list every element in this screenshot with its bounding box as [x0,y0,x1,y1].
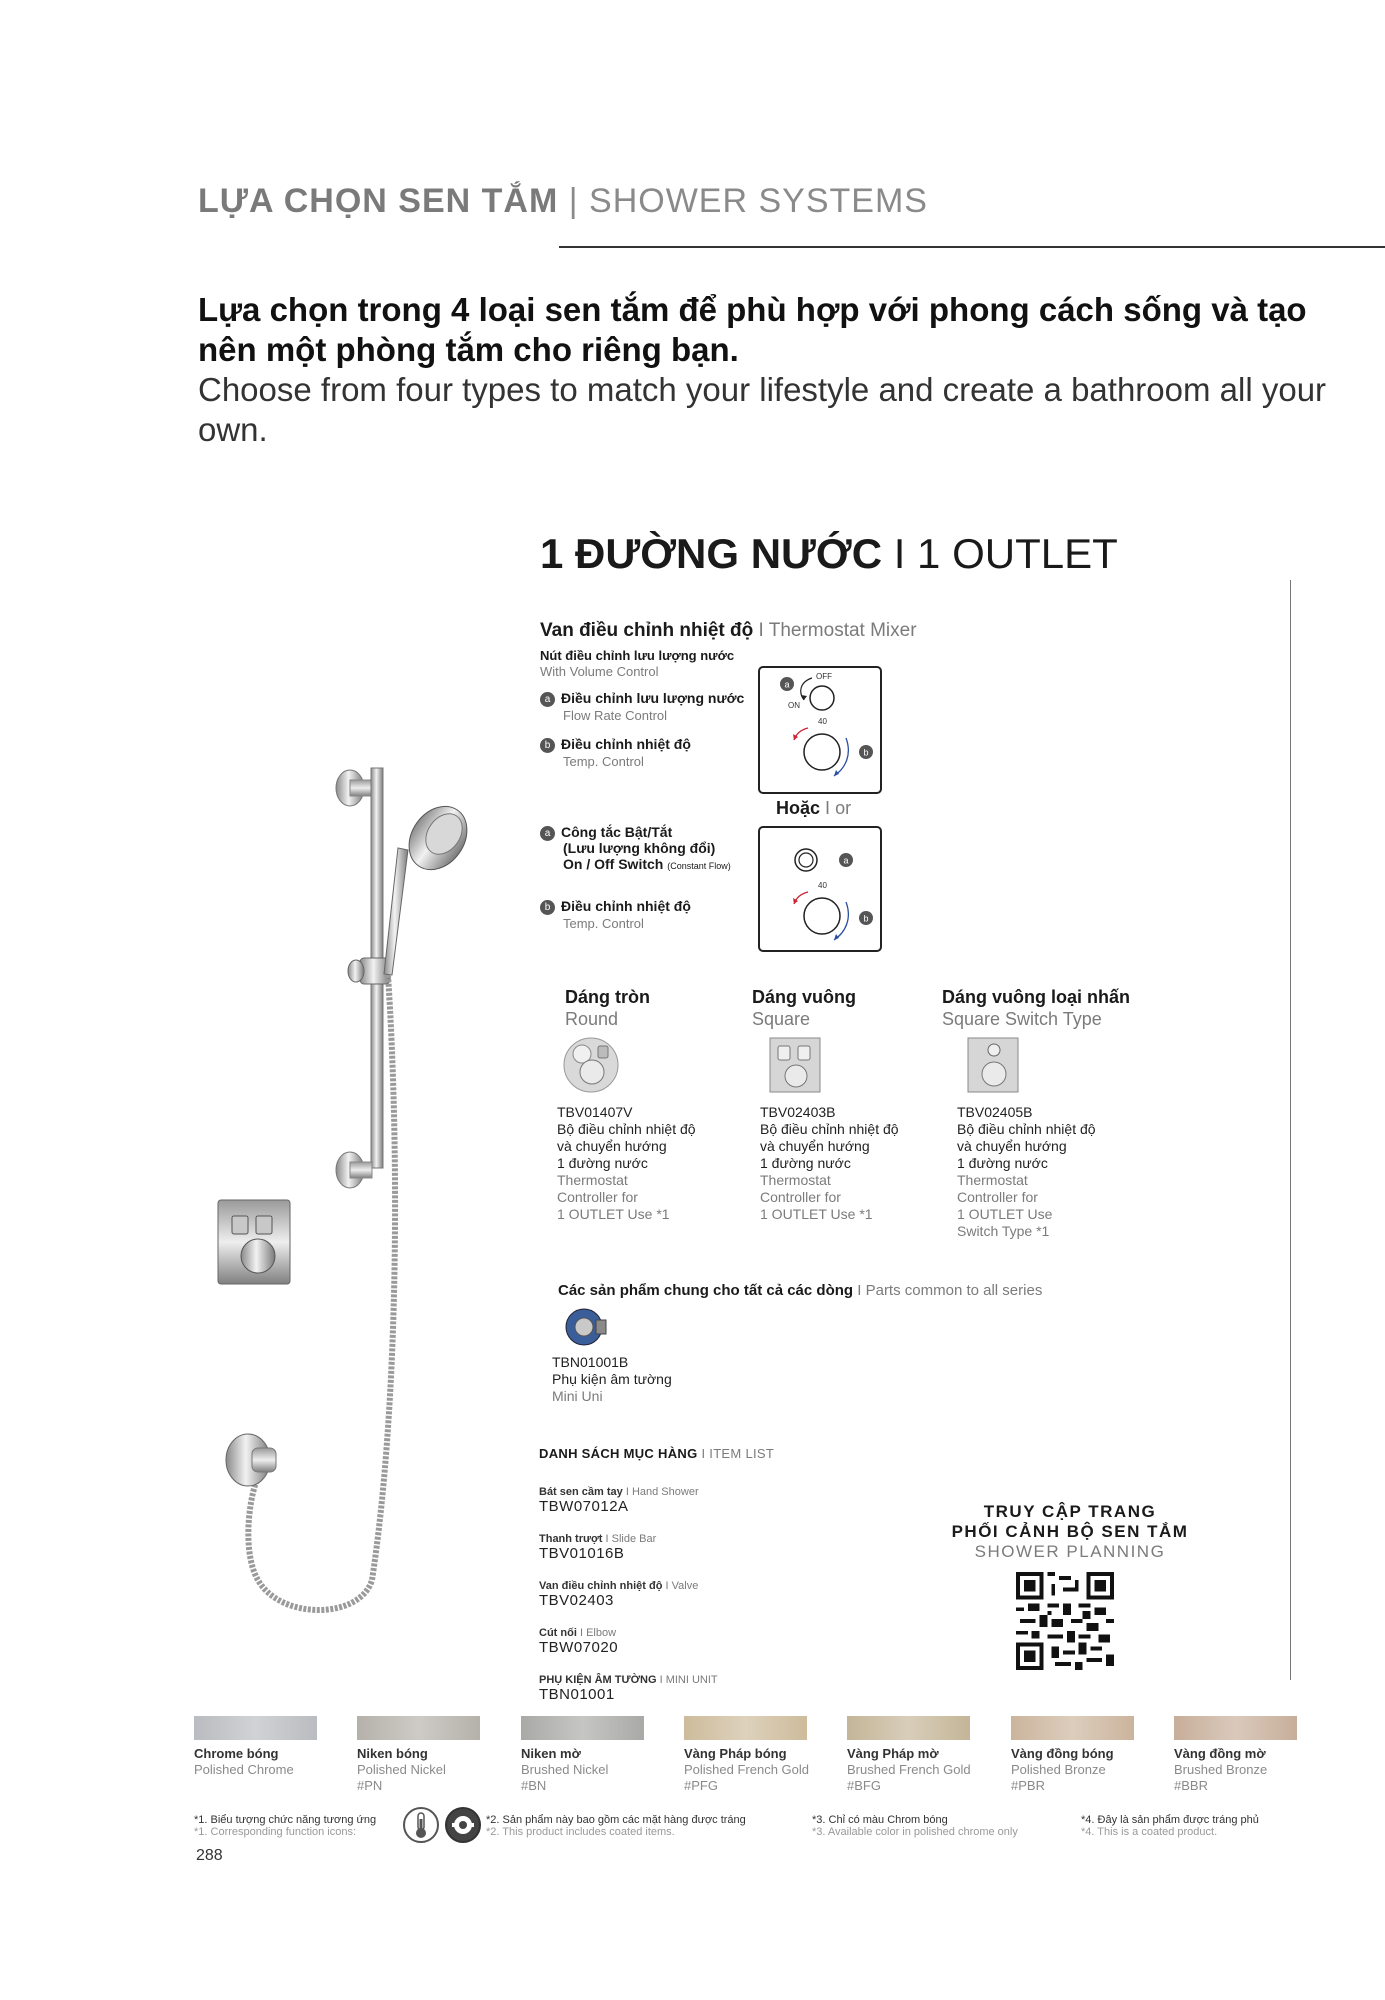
intro-vi: Lựa chọn trong 4 loại sen tắm để phù hợp với phong cách sống và tạo nên một phòng tắm cho riêng bạn. [198,291,1307,368]
type-switch-desc-en-3: 1 OUTLET Use [957,1206,1053,1222]
item-list [539,1486,718,1721]
temp-control-en: Temp. Control [563,754,644,769]
footnote-3-en: *3. Available color in polished chrome only [812,1826,1018,1838]
item-code: TBV02403 [539,1592,614,1609]
type-square-desc-en-3: 1 OUTLET Use *1 [760,1206,873,1222]
finish-name-en: Brushed Nickel [521,1762,609,1777]
flow-rate-en: Flow Rate Control [563,708,668,723]
section-header [198,182,928,221]
finish-name-vi: Niken bóng [357,1746,428,1761]
footnote-4-vi: *4. Đây là sản phẩm được tráng phủ [1081,1814,1259,1826]
finish-swatch [684,1716,807,1740]
type-square-name-vi: Dáng vuông [752,987,856,1007]
common-part-name-en: Mini Uni [552,1388,603,1404]
shower-system-image [160,760,480,1660]
type-square-details [760,1104,899,1223]
temp-control-vi-2: Điều chỉnh nhiệt độ [561,898,691,914]
square-switch-valve-image [964,1034,1022,1096]
finish-code: #BBR [1174,1778,1208,1793]
type-round-desc-en-2: Controller for [557,1189,638,1205]
item-code: TBW07012A [539,1498,629,1515]
finish-name-vi: Vàng Pháp bóng [684,1746,787,1761]
finish-name-en: Polished Nickel [357,1762,446,1777]
mixer-title-en: Thermostat Mixer [768,620,917,641]
item-label-vi: Bát sen cầm tay [539,1486,623,1498]
finish-code: #BN [521,1778,547,1793]
finish-name-en: Polished French Gold [684,1762,810,1777]
list-item: PHỤ KIỆN ÂM TƯỜNG I MINI UNIT TBN01001 [539,1674,718,1703]
item-list-title-en: ITEM LIST [709,1446,775,1461]
section-title-vi: LỰA CHỌN SEN TẮM [198,182,559,220]
outlet-title-vi: 1 ĐƯỜNG NƯỚC [540,530,883,577]
type-round-desc-vi-1: Bộ điều chỉnh nhiệt độ [557,1121,696,1137]
common-separator: I [857,1282,862,1299]
header-divider [559,246,1385,248]
type-switch-desc-vi-2: và chuyển hướng [957,1138,1067,1154]
section-title-en: SHOWER SYSTEMS [589,182,928,220]
diagram-letter-b: b [863,747,869,758]
qr-code[interactable] [1016,1572,1114,1670]
title-separator: | [568,182,579,220]
temp-control-en-2: Temp. Control [563,916,644,931]
qr-line-3: SHOWER PLANNING [974,1542,1166,1561]
item-label-vi: Thanh trượt [539,1533,603,1545]
footnote-3-vi: *3. Chỉ có màu Chrom bóng [812,1814,948,1826]
item-label-en: Elbow [586,1627,617,1639]
temp-control-vi: Điều chỉnh nhiệt độ [561,736,691,752]
qr-title [920,1502,1220,1562]
item-code: TBV01016B [539,1545,625,1562]
footnote-1-en: *1. Corresponding function icons: [194,1826,357,1838]
type-square-desc-vi-3: 1 đường nước [760,1155,851,1171]
item-code: TBN01001 [539,1686,615,1703]
finish-item [194,1716,317,1778]
type-round-name-en: Round [565,1009,619,1029]
footnote-2-en: *2. This product includes coated items. [486,1826,675,1838]
list-item: Thanh trượt I Slide Bar TBV01016B [539,1533,718,1580]
type-square-name-en: Square [752,1009,811,1029]
safety-lock-icon [444,1806,482,1844]
diagram2-temp-label: 40 [818,881,827,890]
vertical-divider [1290,580,1291,1680]
switch-vi-1: Công tắc Bật/Tắt [561,824,673,840]
finish-code: #PBR [1011,1778,1045,1793]
finish-name-vi: Vàng đồng bóng [1011,1746,1114,1761]
volume-dial-diagram [760,668,880,792]
footnote-1 [194,1814,376,1838]
diagram-on-label: ON [788,701,800,710]
type-round-details [557,1104,696,1223]
type-round-desc-vi-3: 1 đường nước [557,1155,648,1171]
diagram2-letter-b: b [863,913,869,924]
mixer-diagram-switch [758,826,882,952]
or-label [776,798,851,819]
item-list-title-vi: DANH SÁCH MỤC HÀNG [539,1446,698,1461]
finish-item [1011,1716,1134,1794]
type-round-desc-vi-2: và chuyển hướng [557,1138,667,1154]
mixer-title [540,620,917,642]
finish-code: #BFG [847,1778,881,1793]
finish-swatch [1011,1716,1134,1740]
common-title-vi: Các sản phẩm chung cho tất cả các dòng [558,1282,854,1299]
common-part-code: TBN01001B [552,1354,629,1370]
type-square-desc-en-2: Controller for [760,1189,841,1205]
finish-name-en: Polished Bronze [1011,1762,1106,1777]
volume-control-en: With Volume Control [540,664,659,679]
type-square-desc-vi-1: Bộ điều chỉnh nhiệt độ [760,1121,899,1137]
finish-name-en: Brushed French Gold [847,1762,971,1777]
item-list-separator: I [701,1446,706,1461]
type-round-name-vi: Dáng tròn [565,987,650,1007]
square-valve-image [766,1034,824,1096]
temp-control-row-1 [540,736,691,753]
footnote-2-vi: *2. Sản phẩm này bao gồm các mặt hàng được tráng [486,1814,746,1826]
outlet-title [540,530,1118,578]
or-vi: Hoặc [776,798,821,818]
list-item: Bát sen cầm tay I Hand Shower TBW07012A [539,1486,718,1533]
finish-swatch [194,1716,317,1740]
item-label-vi: PHỤ KIỆN ÂM TƯỜNG [539,1674,657,1686]
outlet-separator: I [893,530,906,577]
item-label-en: Valve [671,1580,699,1592]
finish-swatch [521,1716,644,1740]
type-square-desc-vi-2: và chuyển hướng [760,1138,870,1154]
mixer-separator: I [758,620,764,641]
switch-en-row [563,856,731,874]
qr-line-2: PHỐI CẢNH BỘ SEN TẮM [951,1522,1189,1541]
finish-code: #PN [357,1778,383,1793]
finish-item [357,1716,480,1794]
item-code: TBW07020 [539,1639,619,1656]
footnote-4 [1081,1814,1259,1838]
common-parts-title [558,1282,1042,1299]
outlet-title-en: 1 OUTLET [917,530,1118,577]
flow-rate-vi: Điều chỉnh lưu lượng nước [561,690,745,706]
footnote-3 [812,1814,1018,1838]
label-a-icon: a [540,826,555,841]
switch-en-small: (Constant Flow) [667,861,731,871]
footnote-1-vi: *1. Biểu tượng chức năng tương ứng [194,1814,377,1826]
switch-en: On / Off Switch [563,856,664,872]
type-switch-desc-en-4: Switch Type *1 [957,1223,1050,1239]
type-square-code: TBV02403B [760,1104,836,1120]
list-item: Cút nối I Elbow TBW07020 [539,1627,718,1674]
common-part-details [552,1354,672,1405]
mixer-title-vi: Van điều chỉnh nhiệt độ [540,620,754,641]
finish-name-en: Polished Chrome [194,1762,294,1777]
item-label-en: Hand Shower [631,1486,699,1498]
thermostat-function-icon [402,1806,440,1844]
or-separator: I [825,798,831,818]
item-label-vi: Cút nối [539,1627,577,1639]
finish-swatch [847,1716,970,1740]
qr-line-1: TRUY CẬP TRANG [983,1502,1157,1521]
type-switch-desc-vi-3: 1 đường nước [957,1155,1048,1171]
temp-control-row-2 [540,898,691,915]
mixer-diagram-volume [758,666,882,794]
type-round-desc-en-3: 1 OUTLET Use *1 [557,1206,670,1222]
type-switch-desc-en-1: Thermostat [957,1172,1028,1188]
intro-en: Choose from four types to match your lifestyle and create a bathroom all your own. [198,371,1327,448]
finish-name-en: Brushed Bronze [1174,1762,1268,1777]
finish-name-vi: Vàng đồng mờ [1174,1746,1266,1761]
label-a-icon: a [540,692,555,707]
common-title-en: Parts common to all series [865,1282,1043,1299]
item-label-en: MINI UNIT [665,1674,718,1686]
footnote-2 [486,1814,746,1838]
type-switch-name-vi: Dáng vuông loại nhấn [942,987,1130,1007]
finish-item [1174,1716,1297,1794]
page-number: 288 [196,1847,223,1864]
switch-dial-diagram [760,828,880,950]
mini-unit-image [560,1306,610,1348]
finish-item [684,1716,809,1794]
type-square-desc-en-1: Thermostat [760,1172,831,1188]
label-b-icon: b [540,738,555,753]
list-item: Van điều chỉnh nhiệt độ I Valve TBV02403 [539,1580,718,1627]
diagram2-letter-a: a [843,855,849,866]
flow-rate-row [540,690,744,707]
switch-vi-2: (Lưu lượng không đổi) [563,840,716,856]
finish-swatch [1174,1716,1297,1740]
finish-name-vi: Chrome bóng [194,1746,279,1761]
type-switch-desc-en-2: Controller for [957,1189,1038,1205]
finish-item [521,1716,644,1794]
item-label-en: Slide Bar [611,1533,657,1545]
item-label-vi: Van điều chỉnh nhiệt độ [539,1580,663,1592]
diagram-off-label: OFF [816,672,832,681]
common-part-name-vi: Phụ kiện âm tường [552,1371,672,1387]
footnote-4-en: *4. This is a coated product. [1081,1826,1218,1838]
type-round-desc-en-1: Thermostat [557,1172,628,1188]
finish-item [847,1716,971,1794]
finish-name-vi: Vàng Pháp mờ [847,1746,939,1761]
finish-name-vi: Niken mờ [521,1746,581,1761]
type-round-code: TBV01407V [557,1104,633,1120]
type-switch-code: TBV02405B [957,1104,1033,1120]
type-switch-details [957,1104,1096,1240]
round-valve-image [562,1034,620,1096]
item-list-title [539,1446,774,1461]
type-switch-desc-vi-1: Bộ điều chỉnh nhiệt độ [957,1121,1096,1137]
volume-control-vi: Nút điều chỉnh lưu lượng nước [540,648,735,663]
switch-row [540,824,672,841]
finish-code: #PFG [684,1778,718,1793]
finish-swatch [357,1716,480,1740]
type-switch-name-en: Square Switch Type [942,1009,1102,1029]
or-en: or [835,798,852,818]
diagram-letter-a: a [784,679,790,690]
diagram-temp-label: 40 [818,717,827,726]
label-b-icon: b [540,900,555,915]
